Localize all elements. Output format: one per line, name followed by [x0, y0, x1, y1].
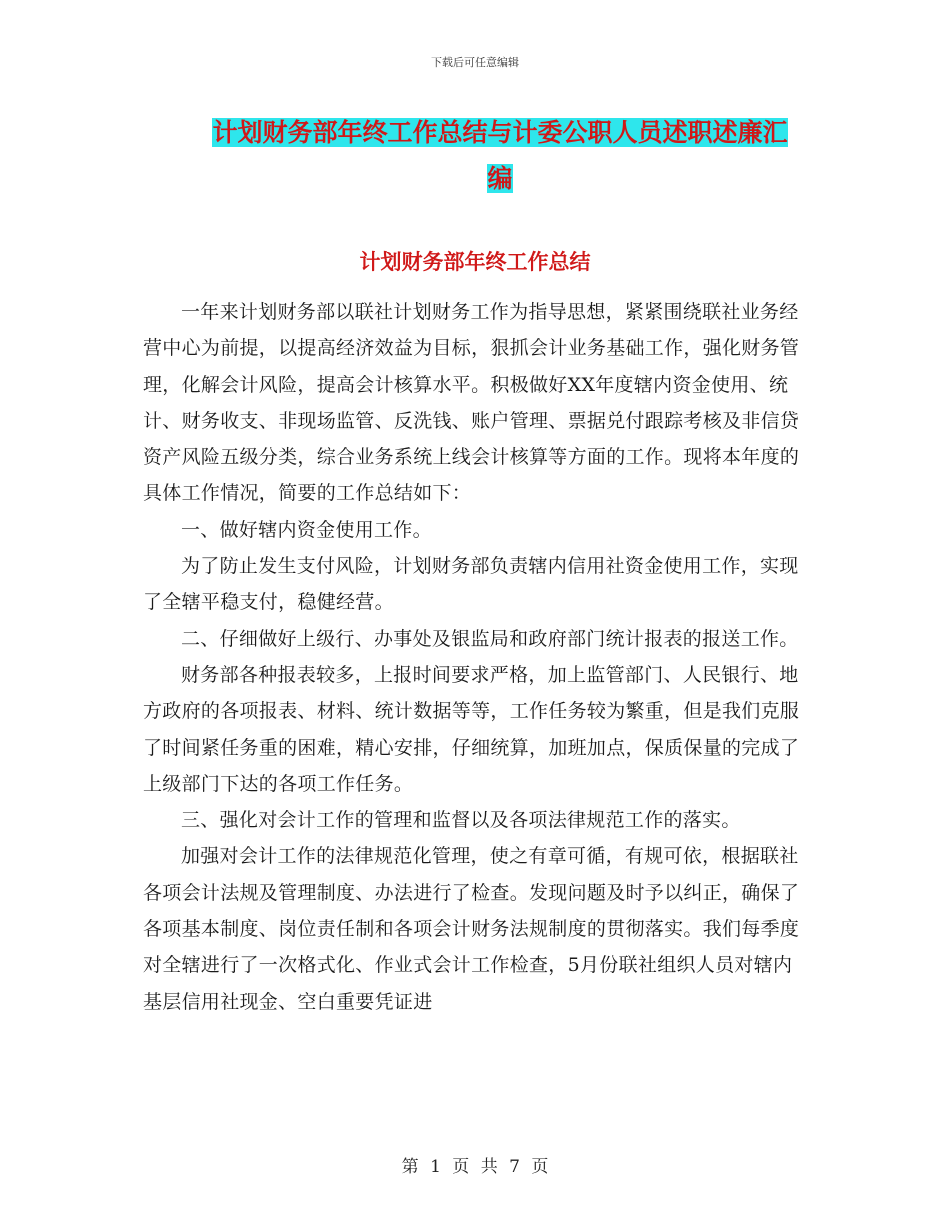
paragraph-intro: 一年来计划财务部以联社计划财务工作为指导思想，紧紧围绕联社业务经营中心为前提，以提高经济效益为目标，狠抓会计业务基础工作，强化财务管理，化解会计风险，提高会计核算水平。积极做好XX年度辖内资金使用、统计、财务收支、非现场监管、反洗钱、账户管理、票据兑付跟踪考核及非信贷资产风险五级分类，综合业务系统上线会计核算等方面的工作。现将本年度的具体工作情况，简要的工作总结如下：: [143, 301, 800, 505]
paragraph-3: 加强对会计工作的法律规范化管理，使之有章可循，有规可依，根据联社各项会计法规及管理制度、办法进行了检查。发现问题及时予以纠正，确保了各项基本制度、岗位责任制和各项会计财务法规制度的贯彻落实。我们每季度对全辖进行了一次格式化、作业式会计工作检查，5月份联社组织人员对辖内基层信用社现金、空白重要凭证进: [143, 845, 800, 1013]
document-body: [143, 294, 809, 1020]
paragraph-2: 财务部各种报表较多，上报时间要求严格，加上监管部门、人民银行、地方政府的各项报表、材料、统计数据等等，工作任务较为繁重，但是我们克服了时间紧任务重的困难，精心安排，仔细统算，加班加点，保质保量的完成了上级部门下达的各项工作任务。: [143, 663, 800, 795]
document-title-line-2: 编: [487, 164, 513, 193]
document-title: [190, 110, 810, 202]
paragraph-heading-3: 三、强化对会计工作的管理和监督以及各项法律规范工作的落实。: [181, 809, 741, 832]
document-title-line-1: 计划财务部年终工作总结与计委公职人员述职述廉汇: [212, 118, 788, 147]
page-footer: 第 1 页 共 7 页: [401, 1157, 549, 1177]
header-note: 下载后可任意编辑: [431, 56, 519, 69]
paragraph-heading-2: 二、仔细做好上级行、办事处及银监局和政府部门统计报表的报送工作。: [181, 627, 799, 650]
paragraph-heading-1: 一、做好辖内资金使用工作。: [181, 518, 432, 541]
section-title: 计划财务部年终工作总结: [359, 250, 591, 274]
paragraph-1: 为了防止发生支付风险，计划财务部负责辖内信用社资金使用工作，实现了全辖平稳支付，稳健经营。: [143, 555, 799, 614]
